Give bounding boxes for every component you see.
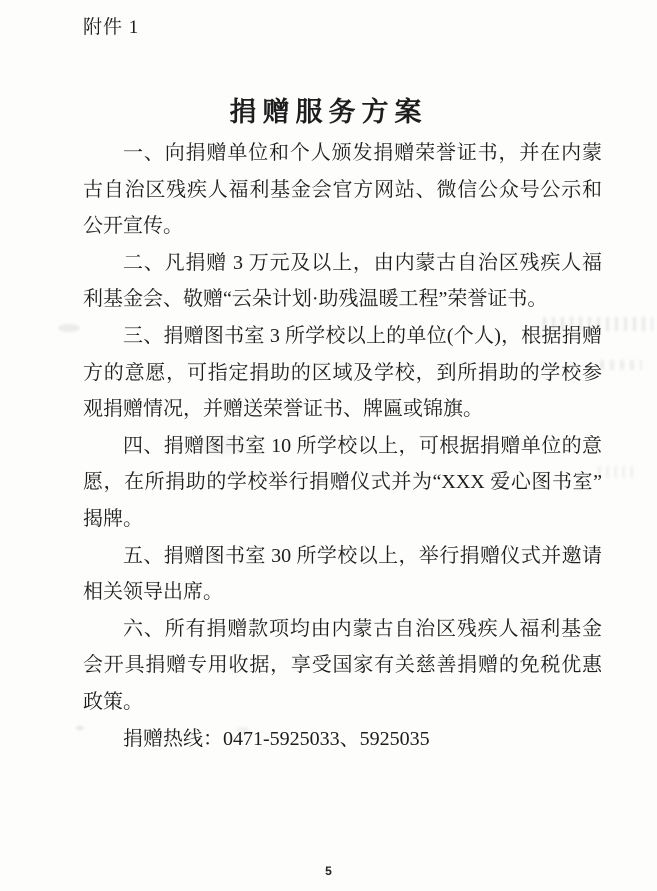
document-title: 捐赠服务方案 xyxy=(229,97,428,128)
paragraph-4: 四、捐赠图书室 10 所学校以上，可根据捐赠单位的意愿，在所捐助的学校举行捐赠仪式并为“XXX 爱心图书室”揭牌。 xyxy=(83,434,602,530)
attachment-label: 附件 1 xyxy=(83,17,140,38)
paragraph-5: 五、捐赠图书室 30 所学校以上，举行捐赠仪式并邀请相关领导出席。 xyxy=(83,544,602,604)
paragraph-3: 三、捐赠图书室 3 所学校以上的单位(个人)，根据捐赠方的意愿，可指定捐助的区域及学校，到所捐助的学校参观捐赠情况，并赠送荣誉证书、牌匾或锦旗。 xyxy=(83,324,602,421)
scan-artifact xyxy=(598,466,638,478)
document-body xyxy=(83,135,602,757)
paragraph-2: 二、凡捐赠 3 万元及以上，由内蒙古自治区残疾人福利基金会、敬赠“云朵计划·助残温暖工程”荣誉证书。 xyxy=(83,251,602,311)
paragraph-6: 六、所有捐赠款项均由内蒙古自治区残疾人福利基金会开具捐赠专用收据，享受国家有关慈善捐赠的免税优惠政策。 xyxy=(83,617,602,713)
scan-artifact xyxy=(58,324,80,332)
page-number: 5 xyxy=(325,864,332,878)
hotline-line: 捐赠热线：0471-5925033、5925035 xyxy=(123,727,430,750)
paragraph-1: 一、向捐赠单位和个人颁发捐赠荣誉证书，并在内蒙古自治区残疾人福利基金会官方网站、微信公众号公示和公开宣传。 xyxy=(83,142,602,238)
scan-artifact xyxy=(600,360,642,370)
